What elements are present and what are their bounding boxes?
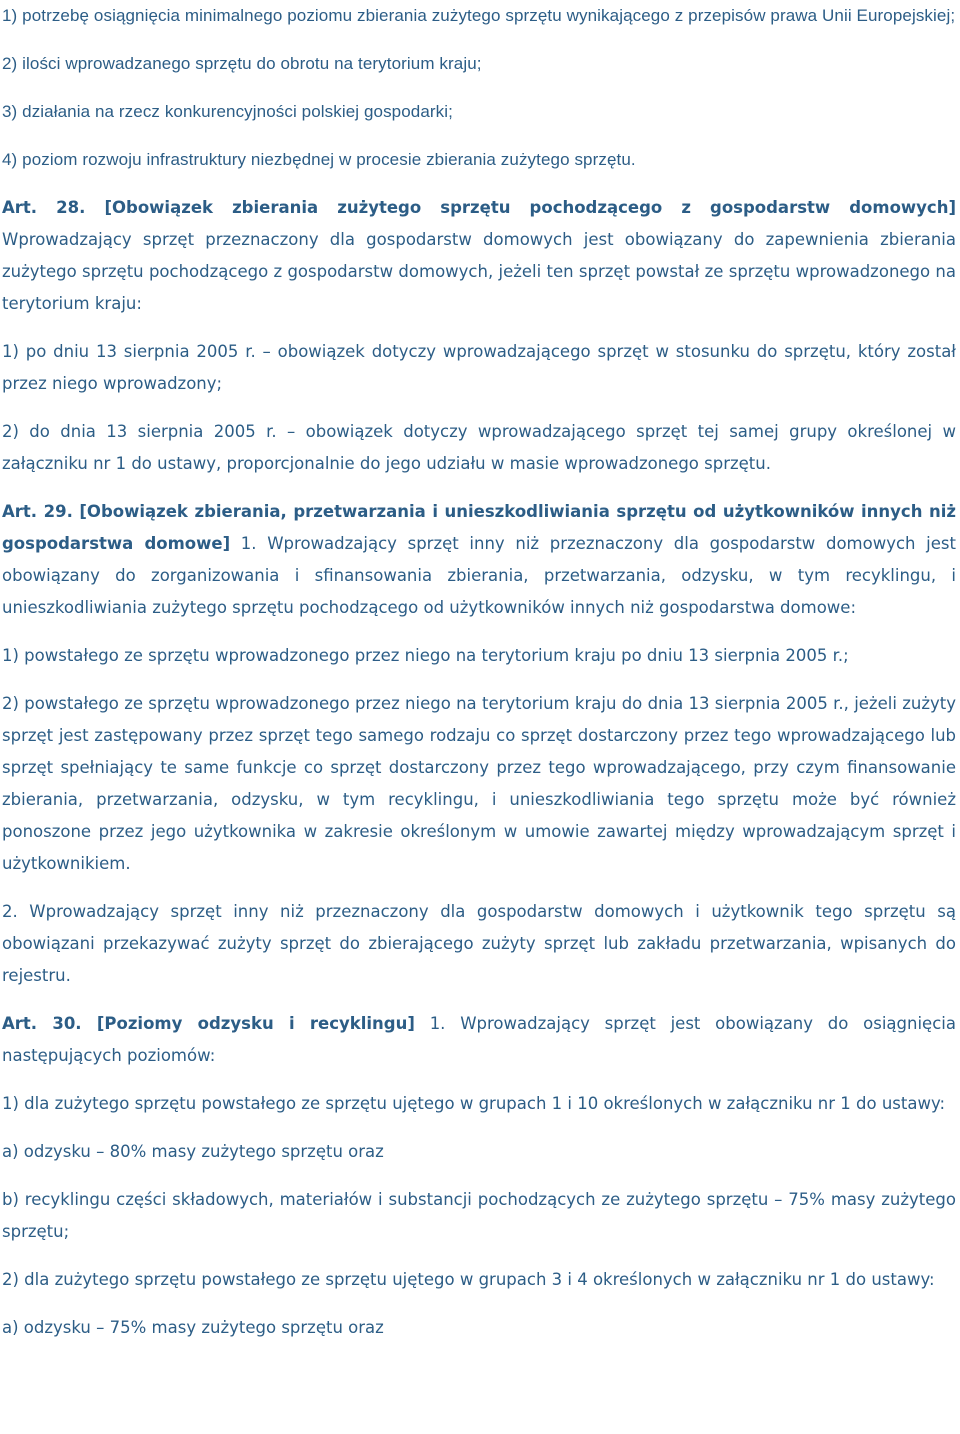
paragraph-criterion-1: 1) potrzebę osiągnięcia minimalnego poziomu zbierania zużytego sprzętu wynikającego z przepisów prawa Unii Europejskiej; (2, 6, 956, 25)
art29-paragraph (2, 496, 956, 624)
paragraph-criterion-2: 2) ilości wprowadzanego sprzętu do obrotu na terytorium kraju; (2, 54, 482, 73)
art30-heading: Art. 30. [Poziomy odzysku i recyklingu] (2, 1014, 415, 1033)
art29-text: 1. Wprowadzający sprzęt inny niż przeznaczony dla gospodarstw domowych jest obowiązany do zorganizowania i sfinansowania zbierania, przetwarzania, odzysku, w tym recyklingu, i unieszkodliwiania zużytego sprzętu pochodzącego od użytkowników innych niż gospodarstwa domowe: (2, 534, 956, 617)
art29-heading: Art. 29. [Obowiązek zbierania, przetwarzania i unieszkodliwiania sprzętu od użytkowników innych niż gospodarstwa domowe] (2, 502, 956, 553)
art30-text: 1. Wprowadzający sprzęt jest obowiązany do osiągnięcia następujących poziomów: (2, 1014, 956, 1065)
paragraph-criterion-4: 4) poziom rozwoju infrastruktury niezbędnej w procesie zbierania zużytego sprzętu. (2, 150, 636, 169)
art28-heading: Art. 28. [Obowiązek zbierania zużytego sprzętu pochodzącego z gospodarstw domowych] (2, 198, 956, 217)
art30-item-1b: b) recyklingu części składowych, materiałów i substancji pochodzących ze zużytego sprzętu – 75% masy zużytego sprzętu; (2, 1190, 956, 1241)
art30-item-2a: a) odzysku – 75% masy zużytego sprzętu oraz (2, 1318, 384, 1337)
art28-item-2: 2) do dnia 13 sierpnia 2005 r. – obowiązek dotyczy wprowadzającego sprzęt tej samej grupy określonej w załączniku nr 1 do ustawy, proporcjonalnie do jego udziału w masie wprowadzonego sprzętu. (2, 422, 956, 473)
art28-paragraph (2, 192, 956, 320)
art29-item-1: 1) powstałego ze sprzętu wprowadzonego przez niego na terytorium kraju po dniu 13 sierpnia 2005 r.; (2, 646, 849, 665)
art29-paragraph-2: 2. Wprowadzający sprzęt inny niż przeznaczony dla gospodarstw domowych i użytkownik tego sprzętu są obowiązani przekazywać zużyty sprzęt do zbierającego zużyty sprzęt lub zakładu przetwarzania, wpisanych do rejestru. (2, 902, 956, 985)
art28-item-1: 1) po dniu 13 sierpnia 2005 r. – obowiązek dotyczy wprowadzającego sprzęt w stosunku do sprzętu, który został przez niego wprowadzony; (2, 342, 956, 393)
art29-item-2: 2) powstałego ze sprzętu wprowadzonego przez niego na terytorium kraju do dnia 13 sierpnia 2005 r., jeżeli zużyty sprzęt jest zastępowany przez sprzęt tego samego rodzaju co sprzęt dostarczony przez tego wprowadzającego lub sprzęt spełniający te same funkcje co sprzęt dostarczony przez tego wprowadzającego, przy czym finansowanie zbierania, przetwarzania, odzysku, w tym recyklingu, i unieszkodliwiania tego sprzętu może być również ponoszone przez jego użytkownika w zakresie określonym w umowie zawartej między wprowadzającym sprzęt i użytkownikiem. (2, 694, 956, 873)
paragraph-criterion-3: 3) działania na rzecz konkurencyjności polskiej gospodarki; (2, 102, 453, 121)
document-body (2, 0, 956, 1360)
art30-item-1a: a) odzysku – 80% masy zużytego sprzętu oraz (2, 1142, 384, 1161)
art30-item-2: 2) dla zużytego sprzętu powstałego ze sprzętu ujętego w grupach 3 i 4 określonych w załączniku nr 1 do ustawy: (2, 1270, 935, 1289)
art28-text: Wprowadzający sprzęt przeznaczony dla gospodarstw domowych jest obowiązany do zapewnienia zbierania zużytego sprzętu pochodzącego z gospodarstw domowych, jeżeli ten sprzęt powstał ze sprzętu wprowadzonego na terytorium kraju: (2, 230, 956, 313)
art30-item-1: 1) dla zużytego sprzętu powstałego ze sprzętu ujętego w grupach 1 i 10 określonych w załączniku nr 1 do ustawy: (2, 1094, 946, 1113)
art30-paragraph (2, 1008, 956, 1072)
